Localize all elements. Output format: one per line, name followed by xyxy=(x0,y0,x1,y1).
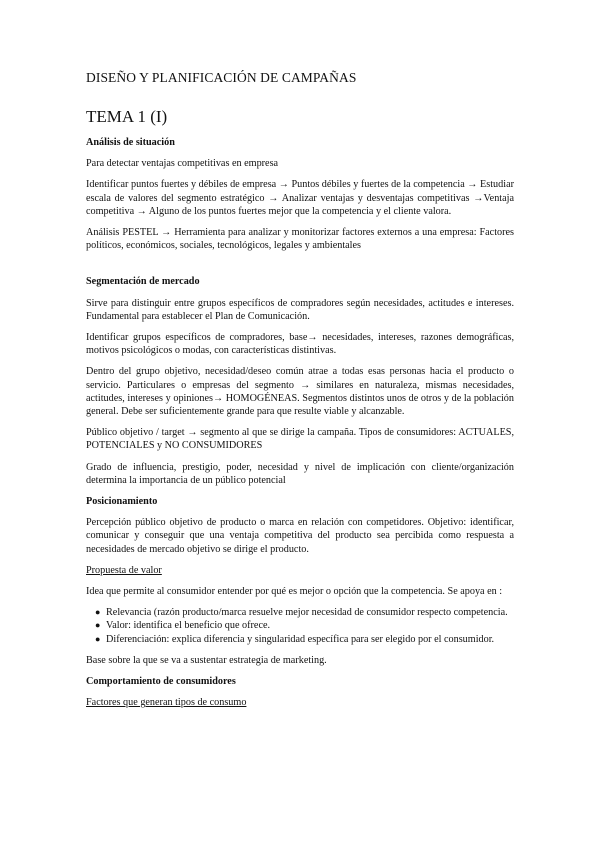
paragraph: Para detectar ventajas competitivas en empresa xyxy=(86,158,279,170)
paragraph: Identificar puntos fuertes y débiles de empresa → Puntos débiles y fuertes de la competencia → Estudiar escala de valores del segmento estratégico → Analizar ventajas y desventajas competitivas →Ventaja competitiva → Alguno de los puntos fuertes mejor que la competencia y el cliente valora. xyxy=(86,179,514,217)
list-item xyxy=(90,619,514,632)
page-content xyxy=(86,70,514,718)
bullet-icon: ● xyxy=(95,620,101,631)
list-item xyxy=(90,633,514,646)
bullet-icon: ● xyxy=(95,607,101,618)
paragraph: Dentro del grupo objetivo, necesidad/deseo común atrae a todas esas personas hacia el producto o servicio. Particulares o empresas del segmento → similares en naturaleza, mismas necesidades, actitudes, intereses y opiniones→ HOMOGÉNEAS. Segmentos distintos unos de otros y de la población general. Debe ser suficientemente grande para que resulte viable y alcanzable. xyxy=(86,366,514,418)
paragraph: Análisis PESTEL → Herramienta para analizar y monitorizar factores externos a una empresa: Factores políticos, económicos, sociales, tecnológicos, legales y ambientales xyxy=(86,227,514,252)
paragraph: Identificar grupos específicos de compradores, base→ necesidades, intereses, razones demográficas, motivos psicológicos o modas, con características distintivas. xyxy=(86,332,514,357)
bullet-icon: ● xyxy=(95,633,101,644)
paragraph: Percepción público objetivo de producto o marca en relación con competidores. Objetivo: identificar, comunicar y conseguir que una ventaja competitiva del producto sea percibida como respuesta a necesidades de mercado objetivo se dirige el producto. xyxy=(86,517,514,555)
list-item-text: Valor: identifica el beneficio que ofrece. xyxy=(106,620,271,632)
list-item-text: Diferenciación: explica diferencia y singularidad específica para ser elegido por el consumidor. xyxy=(106,633,495,645)
section-heading-comportamiento: Comportamiento de consumidores xyxy=(86,676,236,688)
document-title: DISEÑO Y PLANIFICACIÓN DE CAMPAÑAS xyxy=(86,70,357,85)
section-heading-posicionamiento: Posicionamiento xyxy=(86,496,158,508)
section-heading-analisis: Análisis de situación xyxy=(86,137,175,148)
paragraph: Idea que permite al consumidor entender por qué es mejor o opción que la competencia. Se apoya en : xyxy=(86,586,503,598)
paragraph: Público objetivo / target → segmento al que se dirige la campaña. Tipos de consumidores: ACTUALES, POTENCIALES y NO CONSUMIDORES xyxy=(86,427,514,452)
section-heading-segmentacion: Segmentación de mercado xyxy=(86,276,200,288)
paragraph: Sirve para distinguir entre grupos específicos de compradores según necesidades, actitudes e intereses. Fundamental para establecer el Plan de Comunicación. xyxy=(86,297,514,322)
subheading-propuesta-valor: Propuesta de valor xyxy=(86,564,162,576)
bullet-list xyxy=(86,606,514,646)
paragraph: Grado de influencia, prestigio, poder, necesidad y nivel de implicación con cliente/organización determina la importancia de un público potencial xyxy=(86,461,514,486)
list-item-text: Relevancia (razón producto/marca resuelve mejor necesidad de consumidor respecto competencia. xyxy=(106,607,508,619)
list-item xyxy=(90,606,514,619)
subheading-factores-consumo: Factores que generan tipos de consumo xyxy=(86,697,247,709)
paragraph: Base sobre la que se va a sustentar estrategia de marketing. xyxy=(86,654,327,666)
tema-title: TEMA 1 (I) xyxy=(86,107,168,126)
